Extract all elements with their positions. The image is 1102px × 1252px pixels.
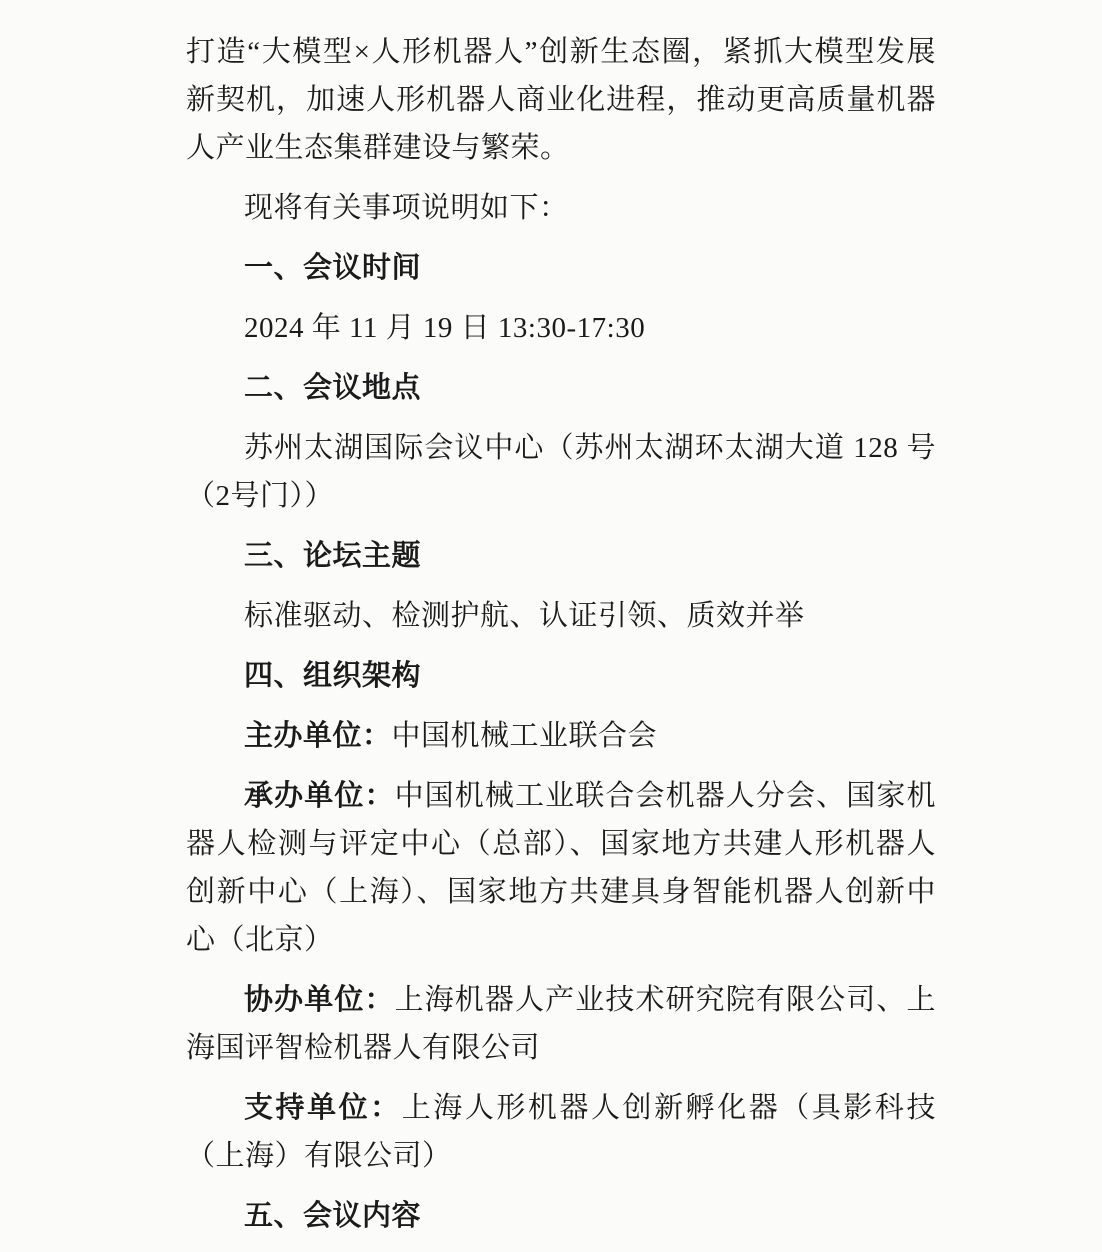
paragraph-intro-continuation: 打造“大模型×人形机器人”创新生态圈，紧抓大模型发展新契机，加速人形机器人商业化进程，推动更高质量机器人产业生态集群建设与繁荣。 — [186, 36, 936, 164]
paragraph-meeting-time-value: 2024 年 11 月 19 日 13:30-17:30 — [244, 312, 646, 344]
paragraph-lead-in: 现将有关事项说明如下： — [244, 192, 569, 224]
host-unit-label: 主办单位： — [244, 720, 392, 752]
section-heading-organization: 四、组织架构 — [244, 660, 422, 692]
section-heading-meeting-content: 五、会议内容 — [244, 1200, 422, 1232]
paragraph-organizer-unit — [186, 772, 936, 964]
support-unit-value: 上海人形机器人创新孵化器（具影科技（上海）有限公司） — [186, 1092, 936, 1172]
section-heading-meeting-time: 一、会议时间 — [244, 252, 422, 284]
section-heading-meeting-location: 二、会议地点 — [244, 372, 422, 404]
paragraph-coorganizer-unit — [186, 976, 936, 1072]
paragraph-meeting-location-value: 苏州太湖国际会议中心（苏州太湖环太湖大道 128 号（2号门）） — [186, 432, 936, 512]
organizer-unit-value: 中国机械工业联合会机器人分会、国家机器人检测与评定中心（总部）、国家地方共建人形机器人创新中心（上海）、国家地方共建具身智能机器人创新中心（北京） — [186, 780, 936, 956]
support-unit-label: 支持单位： — [244, 1092, 402, 1124]
paragraph-support-unit — [186, 1084, 936, 1180]
organizer-unit-label: 承办单位： — [244, 780, 395, 812]
paragraph-host-unit — [186, 712, 936, 760]
coorganizer-unit-label: 协办单位： — [244, 984, 395, 1016]
section-heading-forum-theme: 三、论坛主题 — [244, 540, 422, 572]
coorganizer-unit-value: 上海机器人产业技术研究院有限公司、上海国评智检机器人有限公司 — [186, 984, 936, 1064]
host-unit-value: 中国机械工业联合会 — [391, 720, 658, 752]
paragraph-forum-theme-value: 标准驱动、检测护航、认证引领、质效并举 — [244, 600, 805, 632]
document-page — [186, 28, 936, 1252]
